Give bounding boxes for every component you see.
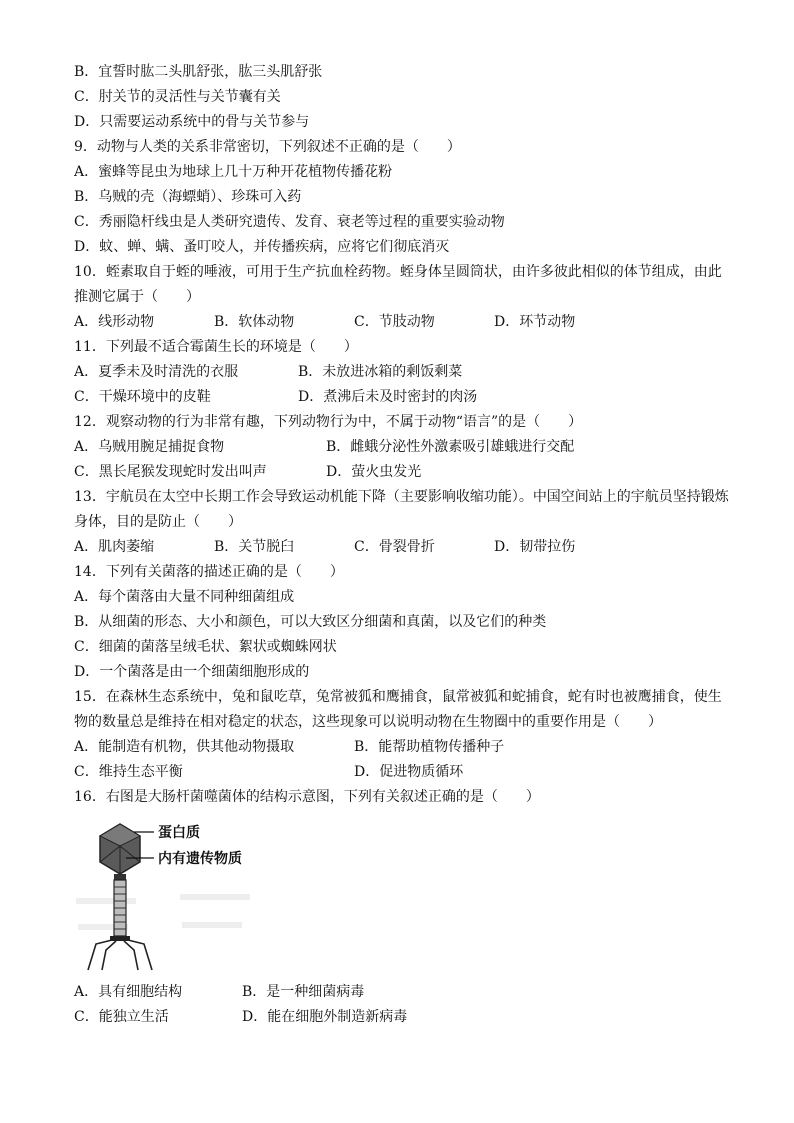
q14-option-d: D．一个菌落是由一个细菌细胞形成的 [74, 664, 310, 680]
q11-option-a: A．夏季未及时清洗的衣服 [74, 364, 239, 380]
q9-option-b: B．乌贼的壳（海螵蛸）、珍珠可入药 [74, 189, 302, 205]
phage-collar [114, 874, 126, 880]
q10-option-c: C．节肢动物 [354, 314, 435, 330]
q15-option-a: A．能制造有机物，供其他动物摄取 [74, 739, 295, 755]
q10-stem-line2: 推测它属于（ ） [74, 289, 200, 305]
q14-option-b: B．从细菌的形态、大小和颜色，可以大致区分细菌和真菌，以及它们的种类 [74, 614, 547, 630]
q15-stem-line1: 15．在森林生态系统中，兔和鼠吃草，兔常被狐和鹰捕食，鼠常被狐和蛇捕食，蛇有时也被鹰捕食，使生 [74, 689, 722, 705]
q14-option-a: A．每个菌落由大量不同种细菌组成 [74, 589, 295, 605]
q13-stem-line2: 身体，目的是防止（ ） [74, 514, 242, 530]
q15-stem-line2: 物的数量总是维持在相对稳定的状态，这些现象可以说明动物在生物圈中的重要作用是（ ） [74, 714, 662, 730]
q10-option-d: D．环节动物 [494, 314, 576, 330]
q14-stem: 14．下列有关菌落的描述正确的是（ ） [74, 564, 344, 580]
q11-option-b: B．未放进冰箱的剩饭剩菜 [298, 364, 463, 380]
bacteriophage-figure [70, 820, 300, 975]
q12-option-d: D．萤火虫发光 [326, 464, 422, 480]
q13-option-b: B．关节脱臼 [214, 539, 295, 555]
q12-option-a: A．乌贼用腕足捕捉食物 [74, 439, 225, 455]
q12-option-c: C．黑长尾猴发现蛇时发出叫声 [74, 464, 267, 480]
q15-option-b: B．能帮助植物传播种子 [354, 739, 505, 755]
label-protein: 蛋白质 [158, 825, 200, 841]
q9-option-a: A．蜜蜂等昆虫为地球上几十万种开花植物传播花粉 [74, 164, 393, 180]
q13-option-c: C．骨裂骨折 [354, 539, 435, 555]
prev-option-d: D．只需要运动系统中的骨与关节参与 [74, 114, 310, 130]
phage-tail [114, 880, 126, 936]
q10-option-b: B．软体动物 [214, 314, 295, 330]
q13-option-a: A．肌肉萎缩 [74, 539, 155, 555]
q9-option-c: C．秀丽隐杆线虫是人类研究遗传、发育、衰老等过程的重要实验动物 [74, 214, 505, 230]
bacteriophage-diagram [70, 820, 300, 975]
q13-stem-line1: 13．宇航员在太空中长期工作会导致运动机能下降（主要影响收缩功能）。中国空间站上的宇航员坚持锻炼 [74, 489, 729, 505]
q10-option-a: A．线形动物 [74, 314, 155, 330]
prev-option-c: C．肘关节的灵活性与关节囊有关 [74, 89, 281, 105]
prev-option-b: B．宜誓时肱二头肌舒张，肱三头肌舒张 [74, 64, 323, 80]
q16-option-a: A．具有细胞结构 [74, 984, 183, 1000]
q13-option-d: D．韧带拉伤 [494, 539, 576, 555]
q14-option-c: C．细菌的菌落呈绒毛状、絮状或蜘蛛网状 [74, 639, 337, 655]
label-genetic-material: 内有遗传物质 [158, 851, 242, 867]
q16-option-b: B．是一种细菌病毒 [242, 984, 365, 1000]
q9-option-d: D．蚊、蝉、螨、蚤叮咬人，并传播疾病，应将它们彻底消灭 [74, 239, 450, 255]
q16-stem: 16．右图是大肠杆菌噬菌体的结构示意图，下列有关叙述正确的是（ ） [74, 789, 540, 805]
q16-option-c: C．能独立生活 [74, 1009, 169, 1025]
q12-option-b: B．雌蛾分泌性外激素吸引雄蛾进行交配 [326, 439, 575, 455]
q16-option-d: D．能在细胞外制造新病毒 [242, 1009, 408, 1025]
q15-option-c: C．维持生态平衡 [74, 764, 183, 780]
phage-base-plate [110, 936, 130, 941]
q9-stem: 9．动物与人类的关系非常密切，下列叙述不正确的是（ ） [74, 139, 461, 155]
q11-stem: 11．下列最不适合霉菌生长的环境是（ ） [74, 339, 358, 355]
q11-option-d: D．煮沸后未及时密封的肉汤 [298, 389, 478, 405]
q12-stem: 12．观察动物的行为非常有趣，下列动物行为中，不属于动物“语言”的是（ ） [74, 414, 583, 430]
q15-option-d: D．促进物质循环 [354, 764, 464, 780]
q10-stem-line1: 10．蛭素取自于蛭的唾液，可用于生产抗血栓药物。蛭身体呈圆筒状，由许多彼此相似的体节组成，由此 [74, 264, 722, 280]
q11-option-c: C．干燥环境中的皮鞋 [74, 389, 211, 405]
